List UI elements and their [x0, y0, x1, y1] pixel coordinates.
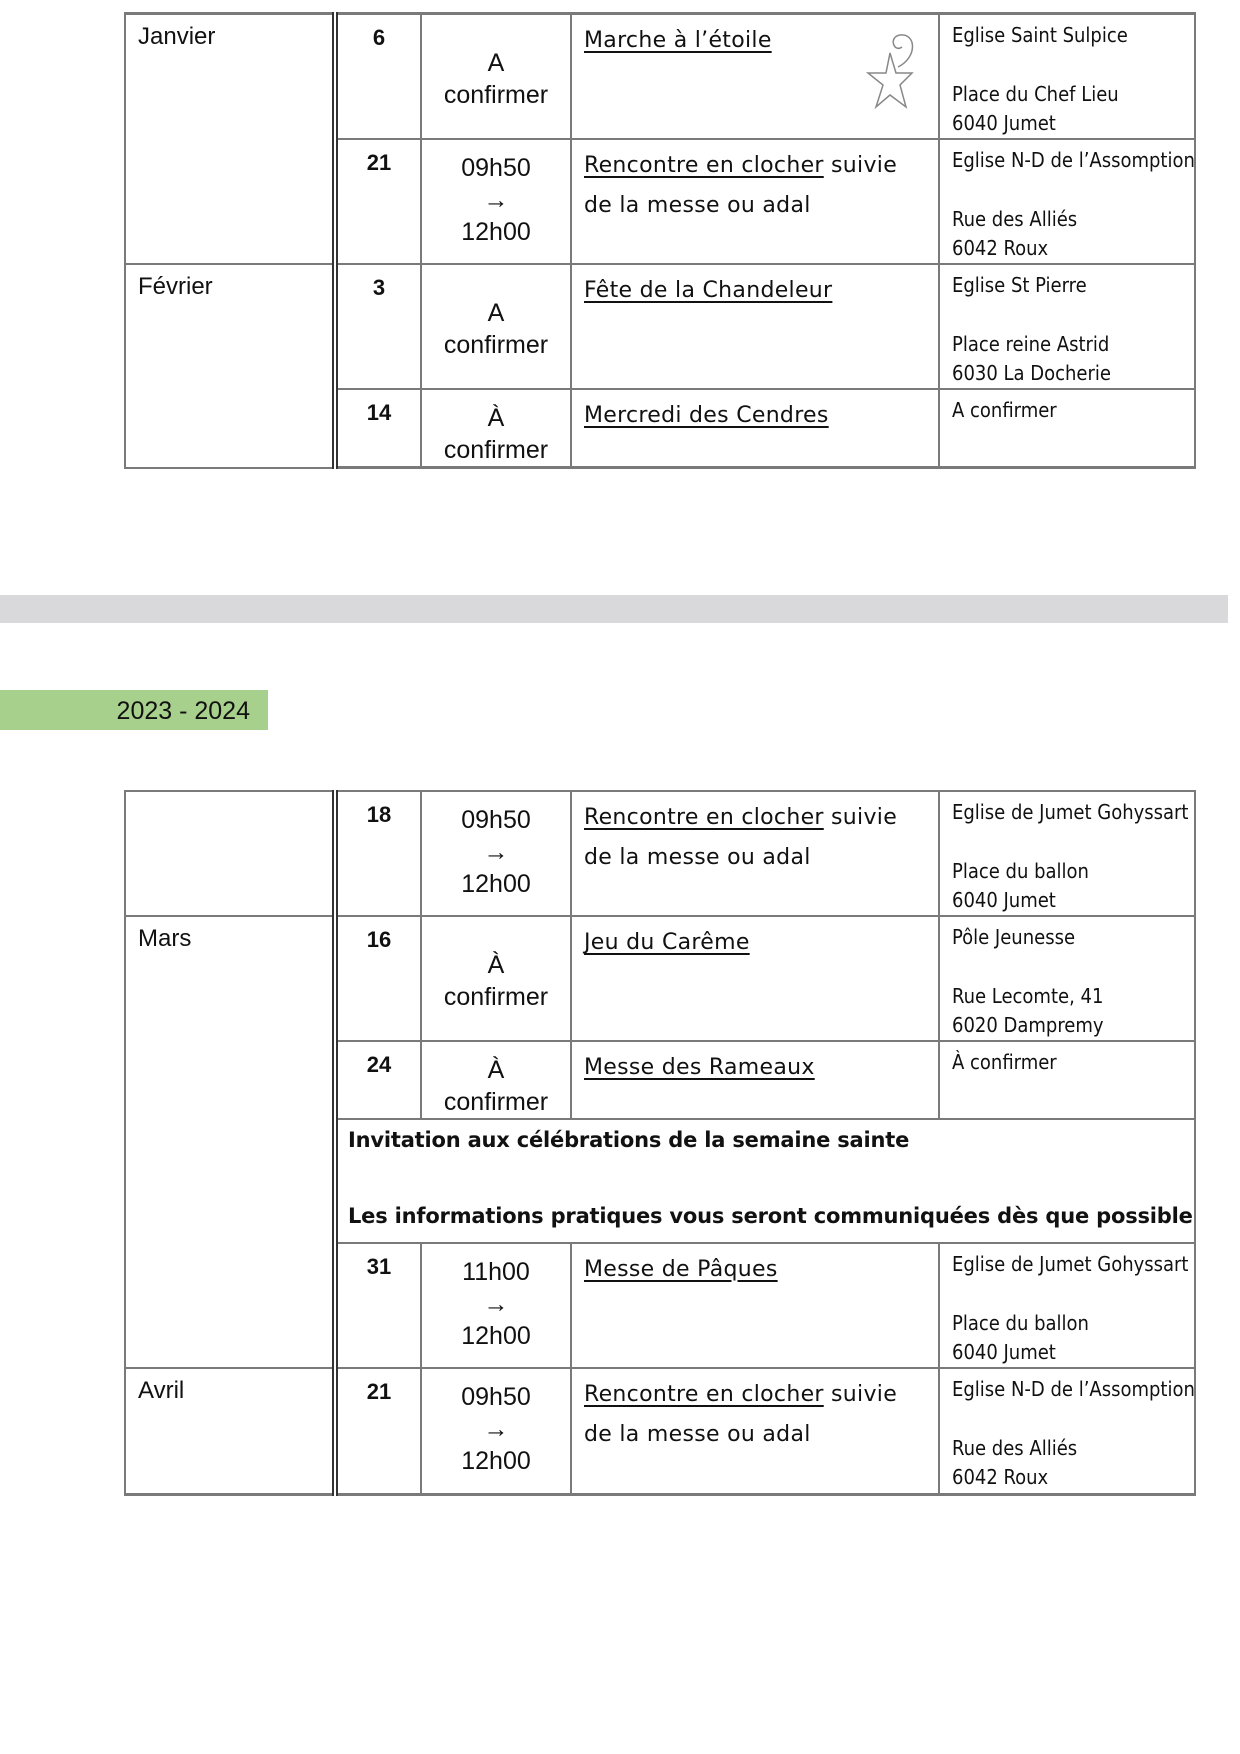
- place-line: Rue des Alliés: [952, 207, 1078, 231]
- time-line: confirmer: [443, 983, 549, 1011]
- event-title: Fête de la Chandeleur: [584, 278, 833, 303]
- place-cell: [939, 916, 1195, 1041]
- time-line: À: [487, 404, 505, 432]
- schedule-table-top: [124, 12, 1196, 469]
- day-cell: 31: [335, 1243, 421, 1368]
- time-line: 11h00: [462, 1258, 530, 1286]
- place-cell: [939, 791, 1195, 916]
- place-cell: [939, 139, 1195, 264]
- place-line: 6042 Roux: [952, 236, 1049, 260]
- month-cell: Avril: [125, 1368, 335, 1494]
- time-line: 12h00: [461, 870, 531, 898]
- time-line: À: [487, 951, 505, 979]
- time-line: →: [483, 1290, 509, 1318]
- time-line: 12h00: [461, 1322, 531, 1350]
- time-line: À: [487, 1056, 505, 1084]
- place-cell: [939, 264, 1195, 389]
- event-title: Marche à l’étoile: [584, 28, 772, 53]
- place-line: Eglise de Jumet Gohyssart: [952, 1252, 1189, 1276]
- event-suffix: suivie de la messe ou adal: [584, 805, 898, 870]
- place-line: Eglise N-D de l’Assomption: [952, 1377, 1195, 1401]
- day-cell: 3: [335, 264, 421, 389]
- place-line: 6040 Jumet: [952, 111, 1056, 135]
- time-cell: [421, 916, 571, 1041]
- event-cell: [571, 389, 939, 468]
- month-cell: Mars: [125, 916, 335, 1368]
- event-title: Rencontre en clocher: [584, 805, 824, 830]
- time-cell: [421, 264, 571, 389]
- time-cell: [421, 1243, 571, 1368]
- place-line: Pôle Jeunesse: [952, 925, 1076, 949]
- time-cell: [421, 1041, 571, 1119]
- place-line: Eglise Saint Sulpice: [952, 23, 1128, 47]
- place-line: 6020 Dampremy: [952, 1013, 1104, 1037]
- time-cell: [421, 791, 571, 916]
- place-line: Place du ballon: [952, 859, 1089, 883]
- day-cell: 14: [335, 389, 421, 468]
- day-cell: 6: [335, 14, 421, 140]
- time-line: 09h50: [461, 1383, 531, 1411]
- time-cell: [421, 14, 571, 140]
- place-line: Eglise de Jumet Gohyssart: [952, 800, 1189, 824]
- event-cell: [571, 14, 939, 140]
- place-line: 6030 La Docherie: [952, 361, 1111, 385]
- holy-week-note: [335, 1119, 1195, 1243]
- page-separator: [0, 595, 1228, 623]
- place-line: Rue des Alliés: [952, 1436, 1078, 1460]
- time-line: 09h50: [461, 154, 531, 182]
- event-cell: [571, 264, 939, 389]
- place-line: 6040 Jumet: [952, 888, 1056, 912]
- place-line: À confirmer: [952, 1050, 1057, 1074]
- note-line: Invitation aux célébrations de la semaine sainte: [348, 1128, 910, 1152]
- time-line: A: [487, 49, 505, 77]
- time-cell: [421, 389, 571, 468]
- event-cell: [571, 139, 939, 264]
- place-cell: [939, 14, 1195, 140]
- time-cell: [421, 139, 571, 264]
- schedule-table-bottom: [124, 790, 1196, 1496]
- time-line: confirmer: [443, 1088, 549, 1116]
- place-line: Eglise N-D de l’Assomption: [952, 148, 1195, 172]
- time-line: 12h00: [461, 218, 531, 246]
- time-line: →: [483, 838, 509, 866]
- place-line: Rue Lecomte, 41: [952, 984, 1104, 1008]
- place-cell: [939, 1041, 1195, 1119]
- time-cell: [421, 1368, 571, 1494]
- time-line: confirmer: [443, 436, 549, 464]
- table-row: [125, 791, 1195, 916]
- event-title: Messe des Rameaux: [584, 1055, 815, 1080]
- event-title: Rencontre en clocher: [584, 153, 824, 178]
- day-cell: 21: [335, 1368, 421, 1494]
- place-line: Eglise St Pierre: [952, 273, 1087, 297]
- month-cell: Février: [125, 264, 335, 468]
- time-line: confirmer: [443, 331, 549, 359]
- table-row: [125, 1368, 1195, 1494]
- time-line: 09h50: [461, 806, 531, 834]
- time-line: →: [483, 1415, 509, 1443]
- note-line: Les informations pratiques vous seront communiquées dès que possible: [348, 1204, 1193, 1228]
- event-cell: [571, 916, 939, 1041]
- event-suffix: suivie de la messe ou adal: [584, 1382, 898, 1447]
- event-suffix: suivie de la messe ou adal: [584, 153, 898, 218]
- place-line: A confirmer: [952, 398, 1057, 422]
- event-cell: [571, 1041, 939, 1119]
- day-cell: 18: [335, 791, 421, 916]
- year-label: 2023 - 2024: [116, 697, 250, 725]
- day-cell: 21: [335, 139, 421, 264]
- time-line: →: [483, 186, 509, 214]
- event-cell: [571, 1368, 939, 1494]
- place-line: Place du ballon: [952, 1311, 1089, 1335]
- place-cell: [939, 389, 1195, 468]
- place-line: Place reine Astrid: [952, 332, 1110, 356]
- year-banner: [0, 690, 268, 730]
- event-title: Jeu du Carême: [584, 930, 750, 955]
- event-title: Rencontre en clocher: [584, 1382, 824, 1407]
- event-cell: [571, 1243, 939, 1368]
- event-cell: [571, 791, 939, 916]
- day-cell: 16: [335, 916, 421, 1041]
- time-line: 12h00: [461, 1447, 531, 1475]
- event-title: Messe de Pâques: [584, 1257, 778, 1282]
- place-line: 6040 Jumet: [952, 1340, 1056, 1364]
- place-cell: [939, 1243, 1195, 1368]
- place-cell: [939, 1368, 1195, 1494]
- star-icon: [838, 27, 918, 127]
- day-cell: 24: [335, 1041, 421, 1119]
- table-row: [125, 264, 1195, 389]
- event-title: Mercredi des Cendres: [584, 403, 829, 428]
- table-row: [125, 916, 1195, 1041]
- time-line: confirmer: [443, 81, 549, 109]
- month-cell: [125, 791, 335, 916]
- month-cell: Janvier: [125, 14, 335, 265]
- time-line: A: [487, 299, 505, 327]
- table-row: [125, 14, 1195, 140]
- place-line: 6042 Roux: [952, 1465, 1049, 1489]
- place-line: Place du Chef Lieu: [952, 82, 1119, 106]
